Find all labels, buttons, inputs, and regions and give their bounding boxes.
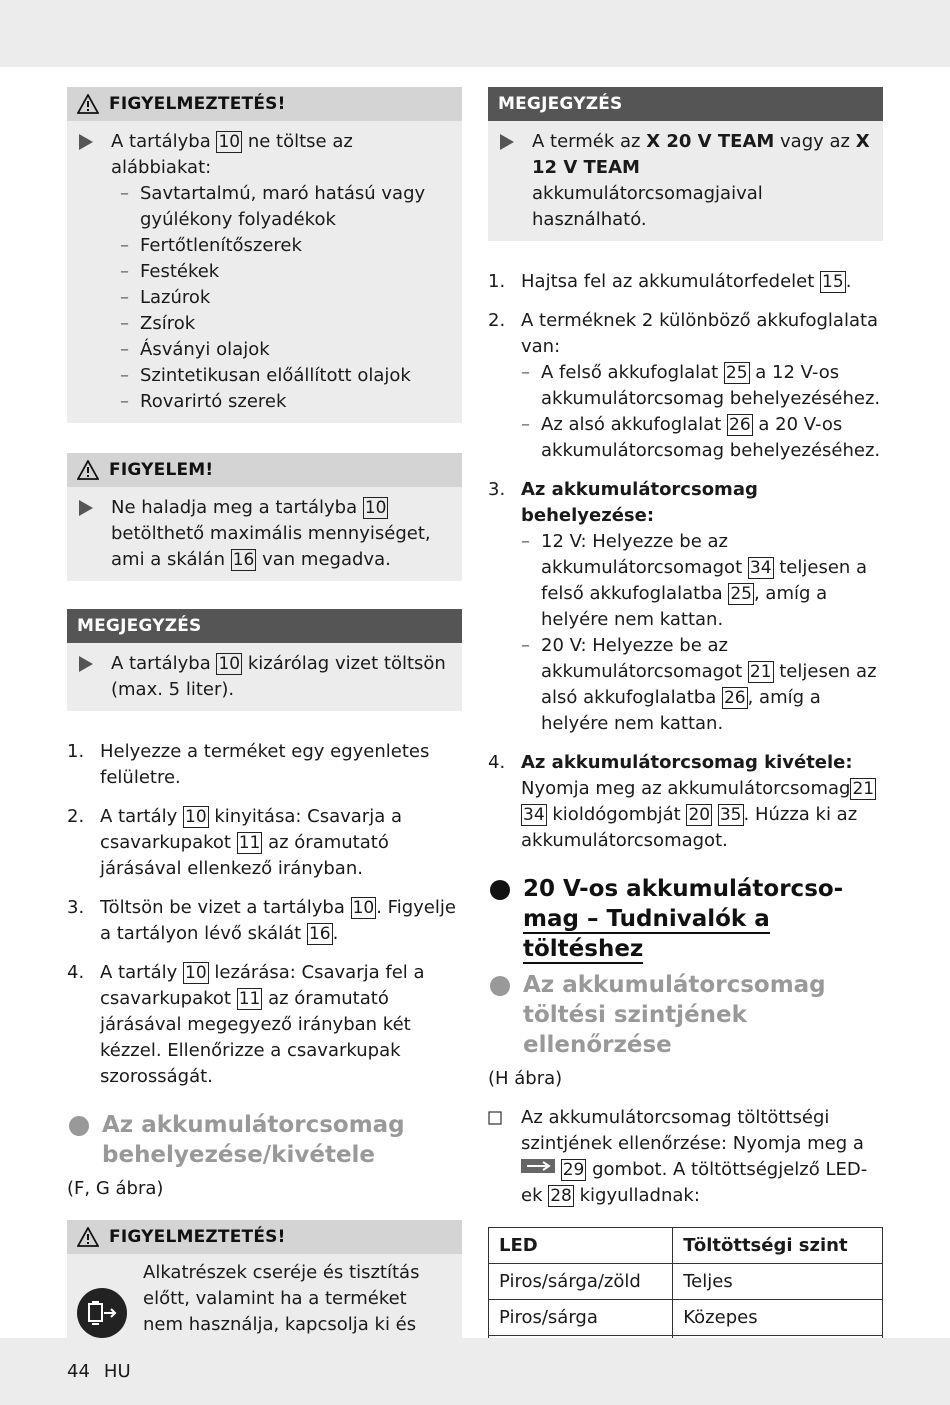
- figure-reference: (F, G ábra): [67, 1178, 164, 1199]
- note-title: MEGJEGYZÉS: [77, 616, 202, 636]
- section-title: Az akkumulátorcsomag behelyezése/kivétele: [102, 1112, 405, 1168]
- step-item: 1. Helyezze a terméket egy egyenletes felületre.: [67, 741, 430, 788]
- checkbox-icon: [488, 1105, 521, 1209]
- list-item: – Zsírok: [120, 313, 196, 334]
- warning-triangle-icon: [77, 94, 99, 114]
- ref-number: 34: [523, 805, 545, 825]
- list-item: – Lazúrok: [120, 287, 211, 308]
- table-header-cell: Töltöttségi szint: [673, 1228, 883, 1264]
- list-item: – Ásványi olajok: [120, 339, 270, 360]
- warning-header: [67, 1220, 462, 1254]
- table-cell: Piros/sárga: [489, 1300, 673, 1336]
- warning-triangle-icon: [77, 1227, 99, 1247]
- filling-steps: [67, 739, 462, 1090]
- note-box-compatibility: [488, 87, 883, 241]
- charge-button-icon: [521, 1157, 555, 1183]
- ref-number: 10: [185, 807, 207, 827]
- ref-number: 16: [232, 550, 255, 570]
- ref-number: 21: [852, 779, 875, 799]
- ref-number: 15: [822, 272, 844, 292]
- section-dot-icon: [490, 976, 510, 996]
- page-header-band: [0, 0, 950, 67]
- section-dot-icon: [490, 880, 510, 900]
- check-item: Az akkumulátorcsomag töltöttségi szintjének ellenőrzése: Nyomja meg a 29 gombot. A töltöttségjelző LED-ek 28 kigyulladnak:: [488, 1105, 883, 1209]
- warning-box-substances: [67, 87, 462, 423]
- list-item: – Savtartalmú, maró hatású vagy gyúlékony folyadékok: [120, 183, 426, 230]
- step-item: 4. Az akkumulátorcsomag kivétele: Nyomja meg az akkumulátorcsomag 21 34 kioldógombját 20 35 . Húzza ki az akkumulátorcsomagot.: [488, 752, 875, 851]
- ref-number: 10: [218, 654, 241, 674]
- warning-header: [67, 87, 462, 121]
- section-heading-charge-level: [488, 970, 883, 1060]
- page-number: 44: [67, 1361, 90, 1382]
- table-row: [489, 1300, 883, 1336]
- warning-title: FIGYELMEZTETÉS!: [109, 94, 286, 114]
- step-item: 4. A tartály 10 lezárása: Csavarja fel a csavarkupakot 11 az óramutató járásával megegyező irányban két kézzel. Ellenőrizze a csavarkupak szorosságát.: [67, 962, 425, 1087]
- step-item: 2. A terméknek 2 különböző akkufoglalata van: – A felső akkufoglalat 25 a 12 V-os akkumulátorcsomag behelyezéséhez. – Az alsó akkufoglalat 26 a 20 V-os akkumulátorcsomag behelyezéséhez.: [488, 310, 881, 461]
- page-footer: [67, 1361, 145, 1382]
- arrow-bullet-icon: [500, 134, 514, 150]
- note-text: A tartályba 10 kizárólag vizet töltsön (max. 5 liter).: [77, 651, 452, 703]
- ref-number: 35: [719, 805, 742, 825]
- left-column: [67, 87, 462, 1405]
- table-cell: Teljes: [673, 1264, 883, 1300]
- list-item: – Festékek: [120, 261, 220, 282]
- caution-box-max-level: [67, 453, 462, 581]
- ref-number: 16: [308, 924, 331, 944]
- ref-number: 21: [749, 662, 772, 682]
- caution-text: Ne haladja meg a tartályba 10 betölthető maximális mennyiséget, ami a skálán 16 van megadva.: [77, 495, 452, 573]
- figure-reference: (H ábra): [488, 1068, 563, 1089]
- list-item: – Fertőtlenítőszerek: [120, 235, 302, 256]
- section-title: 20 V-os akkumulátorcso- mag – Tudnivalók a töltéshez: [523, 876, 844, 962]
- ref-number: 28: [550, 1186, 572, 1206]
- warning-title: FIGYELMEZTETÉS!: [109, 1227, 286, 1247]
- remove-battery-icon: [77, 1288, 127, 1338]
- list-item: – Rovarirtó szerek: [120, 391, 287, 412]
- note-header: [67, 609, 462, 643]
- table-header-row: [489, 1228, 883, 1264]
- caution-header: [67, 453, 462, 487]
- note-header: [488, 87, 883, 121]
- list-item: – Szintetikusan előállított olajok: [120, 365, 411, 386]
- arrow-bullet-icon: [79, 656, 93, 672]
- note-title: MEGJEGYZÉS: [498, 94, 623, 114]
- section-dot-icon: [69, 1116, 89, 1136]
- step-item: 2. A tartály 10 kinyitása: Csavarja a csavarkupakot 11 az óramutató járásával ellenkező irányban.: [67, 806, 402, 879]
- step-item: 1. Hajtsa fel az akkumulátorfedelet 15 .: [488, 271, 852, 292]
- ref-number: 11: [238, 989, 261, 1009]
- ref-number: 11: [238, 833, 261, 853]
- step-item: 3. Töltsön be vizet a tartályba 10 . Figyelje a tartályon lévő skálát 16 .: [67, 897, 456, 944]
- caution-title: FIGYELEM!: [109, 460, 214, 480]
- warning-text: Alkatrészek cseréje és tisztítás előtt, valamint ha a terméket nem használja, kapcsolja ki és: [143, 1260, 452, 1390]
- ref-number: 10: [218, 132, 241, 152]
- ref-number: 29: [562, 1160, 585, 1180]
- arrow-bullet-icon: [79, 500, 93, 516]
- section-heading-battery: [67, 1110, 462, 1170]
- ref-number: 34: [749, 558, 772, 578]
- language-code: HU: [103, 1361, 131, 1382]
- ref-number: 25: [730, 584, 752, 604]
- ref-number: 10: [185, 963, 207, 983]
- ref-number: 10: [364, 498, 387, 518]
- ref-number: 26: [729, 415, 751, 435]
- warning-triangle-icon: [77, 460, 99, 480]
- table-cell: Piros/sárga/zöld: [489, 1264, 673, 1300]
- battery-steps: [488, 269, 883, 854]
- section-title: Az akkumulátorcsomag töltési szintjének ellenőrzése: [523, 972, 826, 1058]
- table-cell: Közepes: [673, 1300, 883, 1336]
- note-text: A termék az X 20 V TEAM vagy az X 12 V TEAM akkumulátorcsomagjaival használható.: [498, 129, 873, 233]
- ref-number: 25: [725, 363, 748, 383]
- section-heading-charging: [488, 874, 883, 964]
- warning-intro: A tartályba 10 ne töltse az alábbiakat:: [77, 129, 452, 181]
- ref-number: 26: [723, 688, 746, 708]
- ref-number: 20: [688, 805, 711, 825]
- note-box-water: [67, 609, 462, 711]
- step-item: 3. Az akkumulátorcsomag behelyezése: – 12 V: Helyezze be az akkumulátorcsomagot 34 teljesen a felső akkufoglalatba 25 , amíg a helyére nem kattan. – 20 V: Helyezze be az akkumulátorcsomagot 21 teljesen az alsó akkufoglalatba 26 , amíg a helyére nem kattan.: [488, 479, 877, 734]
- ref-number: 10: [352, 898, 375, 918]
- table-header-cell: LED: [489, 1228, 673, 1264]
- table-row: [489, 1264, 883, 1300]
- right-column: [488, 87, 883, 1372]
- arrow-bullet-icon: [79, 134, 93, 150]
